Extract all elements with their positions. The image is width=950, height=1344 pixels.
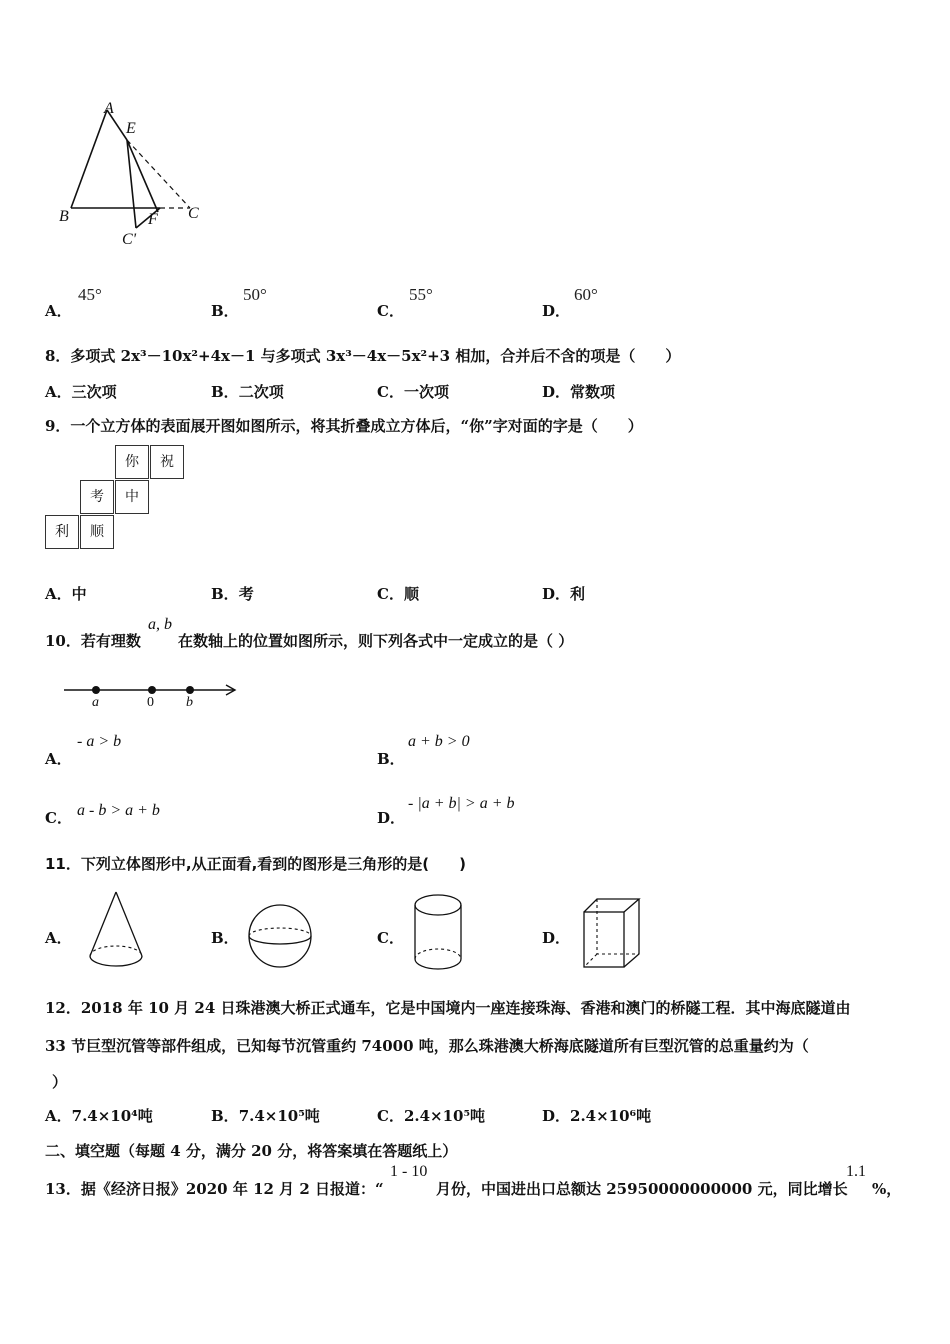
q9-option-c-letter: C． bbox=[377, 585, 404, 603]
q9-option-a-letter: A． bbox=[45, 585, 72, 603]
cube-cell-zhu: 祝 bbox=[150, 445, 184, 479]
q12-option-a-letter: A． bbox=[45, 1107, 72, 1125]
cube-cell-kao: 考 bbox=[80, 480, 114, 514]
cylinder-icon bbox=[414, 893, 474, 978]
q12-option-d-value: 2.4×10⁶吨 bbox=[570, 1107, 652, 1125]
cone-icon bbox=[85, 890, 155, 975]
q11-text: 11．下列立体图形中,从正面看,看到的图形是三角形的是( ) bbox=[45, 855, 466, 873]
segment-ab bbox=[71, 110, 107, 208]
cuboid-icon bbox=[583, 898, 653, 978]
q12-option-b-value: 7.4×10⁵吨 bbox=[238, 1107, 320, 1125]
cube-cell-shun: 顺 bbox=[80, 515, 114, 549]
q8-option-d-value: 常数项 bbox=[570, 383, 616, 401]
q9-option-c-value: 顺 bbox=[403, 585, 419, 603]
q13-middle: 月份，中国进出口总额达 25950000000000 元，同比增长 bbox=[436, 1180, 848, 1198]
label-f: F bbox=[148, 211, 158, 228]
label-b: B bbox=[59, 208, 69, 225]
q11-option-b-letter: B． bbox=[211, 929, 239, 947]
q10-option-b-value: a + b > 0 bbox=[408, 733, 470, 750]
q10-suffix: 在数轴上的位置如图所示，则下列各式中一定成立的是（ ） bbox=[178, 632, 574, 650]
q13-months: 1 - 10 bbox=[390, 1163, 428, 1180]
axis-label-b: b bbox=[186, 695, 193, 710]
q12-option-b-letter: B． bbox=[211, 1107, 239, 1125]
q10-prefix: 10．若有理数 bbox=[45, 632, 141, 650]
q7-option-d-value: 60° bbox=[574, 285, 598, 304]
point-b bbox=[186, 686, 194, 694]
q11-option-c-letter: C． bbox=[377, 929, 404, 947]
q9-option-a-value: 中 bbox=[71, 585, 87, 603]
axis-label-a: a bbox=[92, 695, 99, 710]
number-line bbox=[62, 680, 252, 710]
q7-option-b-letter: B． bbox=[211, 302, 239, 320]
q9-option-b-value: 考 bbox=[238, 585, 254, 603]
point-zero bbox=[148, 686, 156, 694]
q13-percent-value: 1.1 bbox=[846, 1163, 866, 1180]
q8-text: 8．多项式 2x³－10x²+4x－1 与多项式 3x³－4x－5x²+3 相加，合并后不含的项是（ ） bbox=[45, 347, 681, 365]
q8-option-b-value: 二次项 bbox=[238, 383, 284, 401]
q10-option-a-letter: A． bbox=[45, 750, 72, 768]
sphere-icon bbox=[248, 903, 328, 983]
q9-option-d-letter: D． bbox=[542, 585, 571, 603]
q9-option-b-letter: B． bbox=[211, 585, 239, 603]
q8-option-a-value: 三次项 bbox=[71, 383, 117, 401]
q11-option-d-letter: D． bbox=[542, 929, 571, 947]
q7-option-d-letter: D． bbox=[542, 302, 571, 320]
cube-cell-li: 利 bbox=[45, 515, 79, 549]
section-heading-fill-in: 二、填空题（每题 4 分，满分 20 分，将答案填在答题纸上） bbox=[45, 1142, 458, 1160]
q12-option-d-letter: D． bbox=[542, 1107, 571, 1125]
point-a bbox=[92, 686, 100, 694]
cube-cell-ni: 你 bbox=[115, 445, 149, 479]
q10-option-c-letter: C． bbox=[45, 809, 72, 827]
q10-option-c-value: a - b > a + b bbox=[77, 802, 160, 819]
segment-ec-prime bbox=[127, 140, 136, 228]
label-a: A bbox=[104, 100, 114, 117]
q7-option-a-letter: A． bbox=[45, 302, 72, 320]
q7-option-a-value: 45° bbox=[78, 285, 102, 304]
label-c-prime: C' bbox=[122, 231, 137, 248]
label-e: E bbox=[126, 120, 136, 137]
q12-line3: ） bbox=[52, 1073, 68, 1091]
q11-option-a-letter: A． bbox=[45, 929, 72, 947]
axis-label-zero: 0 bbox=[147, 695, 154, 710]
segment-ec-dashed bbox=[127, 140, 190, 208]
q8-option-b-letter: B． bbox=[211, 383, 239, 401]
q8-option-c-value: 一次项 bbox=[403, 383, 449, 401]
q7-option-c-letter: C． bbox=[377, 302, 404, 320]
q12-option-a-value: 7.4×10⁴吨 bbox=[71, 1107, 153, 1125]
q7-option-c-value: 55° bbox=[409, 285, 433, 304]
q12-line1: 12．2018 年 10 月 24 日珠港澳大桥正式通车，它是中国境内一座连接珠海、香港和澳门的桥隧工程．其中海底隧道由 bbox=[45, 999, 851, 1017]
q12-option-c-letter: C． bbox=[377, 1107, 404, 1125]
q10-option-a-value: - a > b bbox=[77, 733, 122, 750]
q9-text: 9．一个立方体的表面展开图如图所示，将其折叠成立方体后，“你”字对面的字是（ ） bbox=[45, 417, 643, 435]
q13-suffix: %， bbox=[872, 1180, 902, 1198]
q8-option-c-letter: C． bbox=[377, 383, 404, 401]
q8-option-a-letter: A． bbox=[45, 383, 72, 401]
q10-option-d-letter: D． bbox=[377, 809, 406, 827]
q10-option-d-value: - |a + b| > a + b bbox=[408, 795, 515, 812]
q10-option-b-letter: B． bbox=[377, 750, 405, 768]
q12-line2: 33 节巨型沉管等部件组成，已知每节沉管重约 74000 吨，那么珠港澳大桥海底隧道所有巨型沉管的总重量约为（ bbox=[45, 1037, 809, 1055]
q13-prefix: 13．据《经济日报》2020 年 12 月 2 日报道：“ bbox=[45, 1180, 384, 1198]
q8-option-d-letter: D． bbox=[542, 383, 571, 401]
cube-cell-zhong: 中 bbox=[115, 480, 149, 514]
segment-ef bbox=[127, 140, 158, 212]
q10-vars: a, b bbox=[148, 616, 172, 633]
q9-option-d-value: 利 bbox=[570, 585, 586, 603]
q7-option-b-value: 50° bbox=[243, 285, 267, 304]
q12-option-c-value: 2.4×10⁵吨 bbox=[403, 1107, 486, 1125]
label-c: C bbox=[188, 205, 199, 222]
